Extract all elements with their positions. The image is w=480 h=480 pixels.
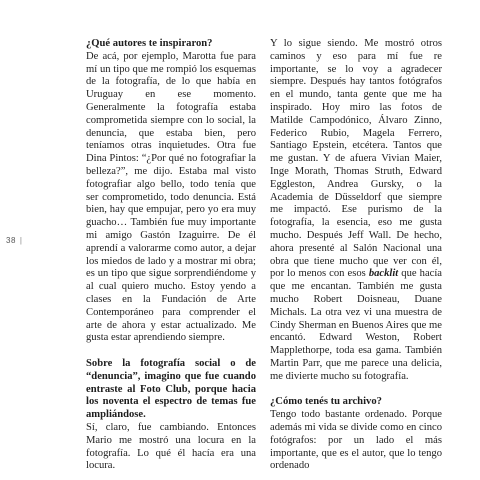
answer-social-photography-continued — [270, 38, 442, 384]
question-inspiration: ¿Qué autores te inspiraron? — [86, 38, 213, 49]
answer-inspiration: De acá, por ejemplo, Marotta fue para mí un tipo que me rompió los esquemas de la fotografía, de lo que había en Uruguay en ese momento. Generalmente la fotografía estaba comprometida siempre con lo social, la denuncia, que estaba bien, pero teníamos otras inquietudes. Otra fue Dina Pintos: “¿Por qué no fotografiar la belleza?”, me dijo. Estaba mal visto fotografiar algo bello, todo tenía que ser comprometido, todo denuncia. Está bien, hay que empujar, pero yo era muy guacho… También fue muy importante mi amigo Gastón Izaguirre. De él aprendí a valorarme como autor, a dejar los miedos de lado y a mostrar mi obra; es un tipo que sigue sorprendiéndome y al cual quiero mucho. Estoy yendo a clases en la Fundación de Arte Contemporáneo para comprender el arte de ahora y estar actualizado. Me gusta estar aprendiendo siempre. — [86, 50, 256, 344]
page-number — [6, 236, 22, 245]
paragraph-gap — [86, 345, 256, 358]
question-archive: ¿Cómo tenés tu archivo? — [270, 396, 382, 408]
page-number-separator: | — [19, 236, 23, 245]
right-column — [270, 38, 442, 478]
answer-text-part-1: Y lo sigue siendo. Me mostró otros caminos y eso para mí fue re importante, se lo voy a agradecer siempre. Después hay tantos fotógrafos en el mundo, tanta gente que me ha inspirado. Hoy miro las fotos de Matilde Campodónico, Álvaro Zinno, Federico Rubio, Magela Ferrero, Santiago Epstein, etcétera. Tantos que me gustan. Y de afuera Vivian Maier, Inge Morath, Thomas Struth, Edward Eggleston, Andrea Gursky, o la Academia de Düsseldorf que siempre me impactó. Ese purismo de la fotografía, la esencia, eso me gusta mucho. Después Jeff Wall. De hecho, ahora presenté al Salón Nacional una obra que tiene mucho que ver con él, por lo menos con esos — [270, 38, 442, 280]
question-social-photography: Sobre la fotografía social o de “denuncia”, imagino que fue cuando entraste al Foto Club, porque hacia los noventa el espectro de temas fue ampliándose. — [86, 357, 256, 421]
answer-text-part-2: que hacía que me encantan. También me gusta mucho Robert Doisneau, Duane Michals. La otra vez vi una muestra de Cindy Sherman en Buenos Aires que me encantó. Edward Weston, Robert Mapplethorpe, toda esa gama. También Martin Parr, que me parece una delicia, me divierte mucho su fotografía. — [270, 268, 442, 382]
backlit-term: backlit — [368, 268, 399, 280]
answer-archive: Tengo todo bastante ordenado. Porque además mi vida se divide como en cinco fotógrafos: por un lado el más importante, que es el autor, que lo tengo ordenado — [270, 409, 442, 472]
paragraph-gap — [270, 384, 442, 397]
page-number-value: 38 — [6, 236, 16, 245]
answer-social-photography: Sí, claro, fue cambiando. Entonces Mario me mostró una locura en la fotografía. Lo qué él hacía era una locura. — [86, 421, 256, 472]
left-column — [86, 38, 256, 478]
